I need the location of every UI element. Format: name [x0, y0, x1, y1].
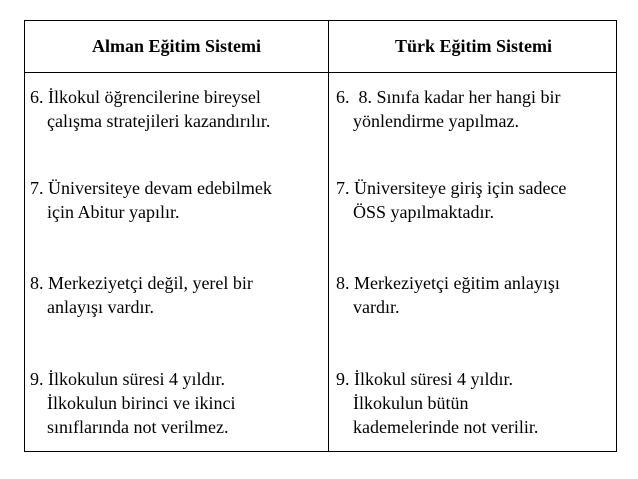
item-line: anlayışı vardır.: [47, 297, 154, 317]
item-line: 7. Üniversiteye devam edebilmek: [30, 178, 272, 198]
column-divider: [328, 21, 329, 451]
header-turkish-system: Türk Eğitim Sistemi: [394, 36, 552, 56]
item-line: 7. Üniversiteye giriş için sadece: [336, 178, 567, 198]
item-line: 8. Merkeziyetçi değil, yerel bir: [30, 273, 253, 293]
item-line: 9. İlkokul süresi 4 yıldır.: [336, 369, 513, 389]
item-line: ÖSS yapılmaktadır.: [353, 202, 494, 222]
german-item-9: [30, 367, 235, 439]
german-item-8: [30, 271, 253, 319]
item-line: İlkokulun birinci ve ikinci: [47, 393, 236, 413]
item-line: sınıflarında not verilmez.: [47, 417, 229, 437]
german-item-7: [30, 176, 272, 224]
header-divider: [25, 72, 616, 73]
german-item-6: [30, 85, 270, 133]
item-line: 8. Merkeziyetçi eğitim anlayışı: [336, 273, 560, 293]
comparison-table: [24, 20, 617, 452]
item-line: 6. 8. Sınıfa kadar her hangi bir: [336, 87, 561, 107]
item-line: için Abitur yapılır.: [47, 202, 180, 222]
turkish-item-6: [336, 85, 560, 133]
turkish-item-7: [336, 176, 566, 224]
item-line: çalışma stratejileri kazandırılır.: [47, 111, 271, 131]
item-line: 6. İlkokul öğrencilerine bireysel: [30, 87, 261, 107]
item-line: kademelerinde not verilir.: [353, 417, 539, 437]
item-line: yönlendirme yapılmaz.: [353, 111, 519, 131]
item-line: vardır.: [353, 297, 400, 317]
header-german-system: Alman Eğitim Sistemi: [92, 36, 261, 56]
item-line: İlkokulun bütün: [353, 393, 469, 413]
turkish-item-8: [336, 271, 560, 319]
turkish-item-9: [336, 367, 538, 439]
item-line: 9. İlkokulun süresi 4 yıldır.: [30, 369, 225, 389]
